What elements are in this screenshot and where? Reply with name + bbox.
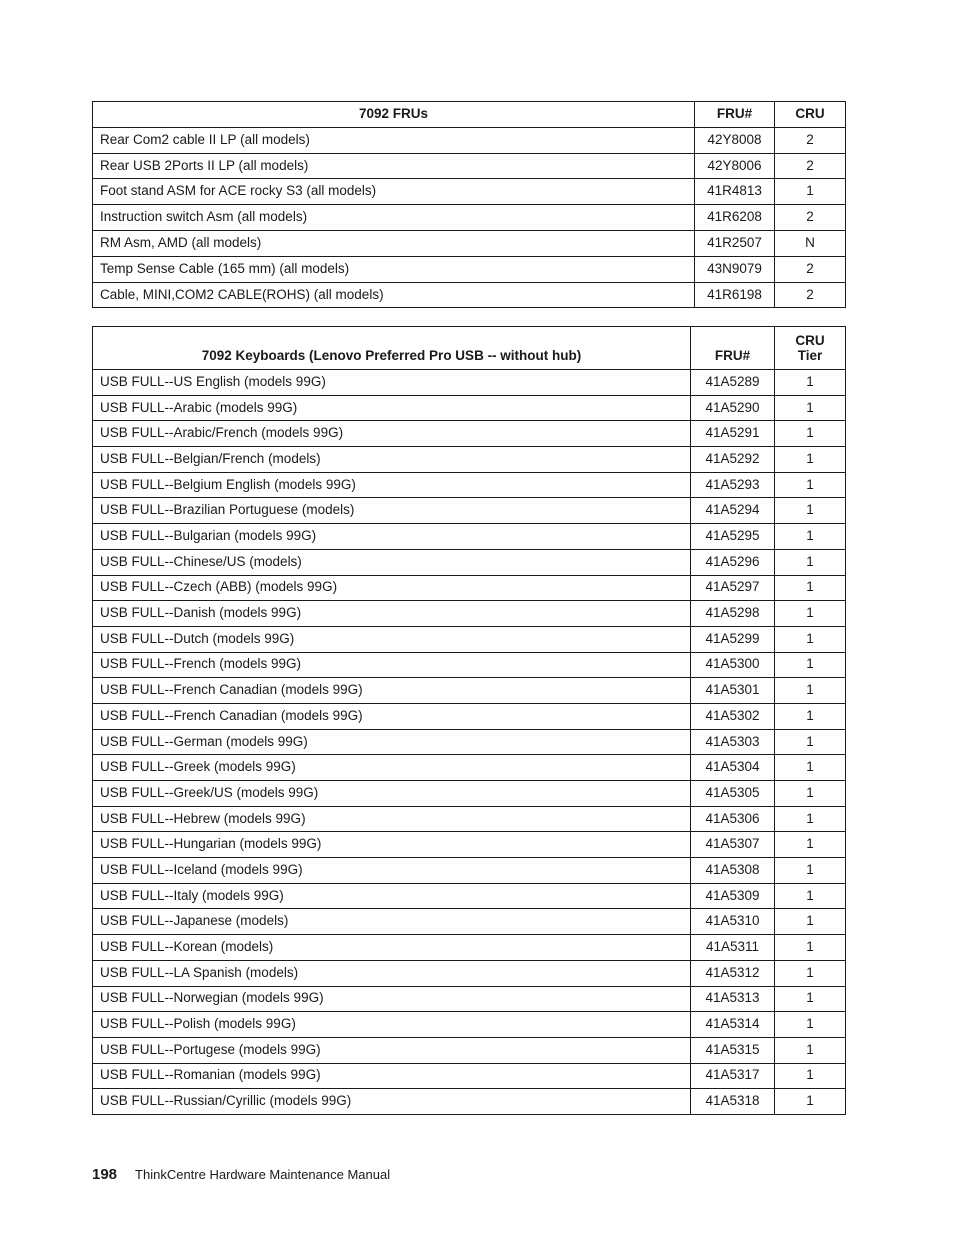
part-description: USB FULL--Hebrew (models 99G) <box>93 806 691 832</box>
part-description: USB FULL--Portugese (models 99G) <box>93 1037 691 1063</box>
cru-value: 1 <box>775 421 846 447</box>
keyboards-table <box>92 326 846 1115</box>
cru-value: 1 <box>775 601 846 627</box>
table-row <box>93 282 846 308</box>
cru-value: 1 <box>775 781 846 807</box>
table-row <box>93 421 846 447</box>
table-row <box>93 909 846 935</box>
column-header-description: 7092 FRUs <box>93 102 695 128</box>
part-description: USB FULL--Arabic/French (models 99G) <box>93 421 691 447</box>
cru-value: 1 <box>775 395 846 421</box>
table-row <box>93 256 846 282</box>
fru-number: 41A5314 <box>691 1012 775 1038</box>
part-description: Rear USB 2Ports II LP (all models) <box>93 153 695 179</box>
fru-number: 41A5299 <box>691 626 775 652</box>
fru-number: 41A5297 <box>691 575 775 601</box>
part-description: Foot stand ASM for ACE rocky S3 (all models) <box>93 179 695 205</box>
cru-value: N <box>775 230 846 256</box>
cru-value: 2 <box>775 205 846 231</box>
part-description: RM Asm, AMD (all models) <box>93 230 695 256</box>
fru-number: 42Y8008 <box>695 127 775 153</box>
table-row <box>93 230 846 256</box>
table-row <box>93 832 846 858</box>
part-description: Rear Com2 cable II LP (all models) <box>93 127 695 153</box>
table-row <box>93 935 846 961</box>
part-description: USB FULL--French Canadian (models 99G) <box>93 678 691 704</box>
cru-value: 1 <box>775 729 846 755</box>
fru-number: 41A5289 <box>691 370 775 396</box>
part-description: USB FULL--Russian/Cyrillic (models 99G) <box>93 1089 691 1115</box>
table-row <box>93 755 846 781</box>
table-row <box>93 524 846 550</box>
table-row <box>93 472 846 498</box>
part-description: USB FULL--French (models 99G) <box>93 652 691 678</box>
table-row <box>93 153 846 179</box>
cru-value: 1 <box>775 1089 846 1115</box>
part-description: Instruction switch Asm (all models) <box>93 205 695 231</box>
table-row <box>93 1063 846 1089</box>
part-description: USB FULL--Belgium English (models 99G) <box>93 472 691 498</box>
column-header-description: 7092 Keyboards (Lenovo Preferred Pro USB -- without hub) <box>93 327 691 370</box>
fru-number: 41A5305 <box>691 781 775 807</box>
cru-value: 2 <box>775 282 846 308</box>
cru-value: 1 <box>775 883 846 909</box>
table-row <box>93 986 846 1012</box>
cru-value: 1 <box>775 678 846 704</box>
fru-number: 41A5298 <box>691 601 775 627</box>
column-header-fru: FRU# <box>691 327 775 370</box>
table-row <box>93 1012 846 1038</box>
cru-value: 1 <box>775 652 846 678</box>
fru-number: 41A5312 <box>691 960 775 986</box>
table-row <box>93 601 846 627</box>
table-row <box>93 205 846 231</box>
table-row <box>93 781 846 807</box>
fru-number: 41A5294 <box>691 498 775 524</box>
fru-number: 41A5304 <box>691 755 775 781</box>
table-row <box>93 370 846 396</box>
table-header-row <box>93 102 846 128</box>
table-row <box>93 179 846 205</box>
table-row <box>93 549 846 575</box>
cru-value: 1 <box>775 960 846 986</box>
fru-number: 41A5303 <box>691 729 775 755</box>
column-header-cru: CRU <box>775 102 846 128</box>
fru-number: 41A5315 <box>691 1037 775 1063</box>
cru-value: 1 <box>775 703 846 729</box>
cru-value: 1 <box>775 498 846 524</box>
part-description: Cable, MINI,COM2 CABLE(ROHS) (all models) <box>93 282 695 308</box>
fru-number: 41R2507 <box>695 230 775 256</box>
part-description: USB FULL--Korean (models) <box>93 935 691 961</box>
fru-number: 41A5290 <box>691 395 775 421</box>
part-description: USB FULL--Dutch (models 99G) <box>93 626 691 652</box>
part-description: USB FULL--Italy (models 99G) <box>93 883 691 909</box>
table-row <box>93 626 846 652</box>
table-row <box>93 678 846 704</box>
fru-number: 41R6208 <box>695 205 775 231</box>
cru-value: 1 <box>775 1037 846 1063</box>
part-description: USB FULL--Brazilian Portuguese (models) <box>93 498 691 524</box>
page-footer <box>92 1166 390 1183</box>
fru-number: 41R6198 <box>695 282 775 308</box>
manual-title: ThinkCentre Hardware Maintenance Manual <box>135 1167 391 1182</box>
cru-value: 1 <box>775 1063 846 1089</box>
part-description: USB FULL--Romanian (models 99G) <box>93 1063 691 1089</box>
table-row <box>93 883 846 909</box>
fru-number: 41A5295 <box>691 524 775 550</box>
part-description: USB FULL--Chinese/US (models) <box>93 549 691 575</box>
part-description: USB FULL--US English (models 99G) <box>93 370 691 396</box>
fru-number: 41A5293 <box>691 472 775 498</box>
cru-value: 1 <box>775 524 846 550</box>
cru-value: 1 <box>775 806 846 832</box>
table-row <box>93 447 846 473</box>
table-row <box>93 652 846 678</box>
part-description: USB FULL--Belgian/French (models) <box>93 447 691 473</box>
cru-value: 1 <box>775 909 846 935</box>
part-description: USB FULL--Norwegian (models 99G) <box>93 986 691 1012</box>
fru-number: 41A5296 <box>691 549 775 575</box>
fru-number: 41A5317 <box>691 1063 775 1089</box>
cru-value: 1 <box>775 935 846 961</box>
fru-number: 41A5311 <box>691 935 775 961</box>
fru-number: 41A5292 <box>691 447 775 473</box>
fru-number: 41A5301 <box>691 678 775 704</box>
table-row <box>93 1089 846 1115</box>
cru-value: 1 <box>775 626 846 652</box>
fru-number: 41A5318 <box>691 1089 775 1115</box>
table-row <box>93 575 846 601</box>
table-row <box>93 1037 846 1063</box>
cru-value: 1 <box>775 858 846 884</box>
cru-value: 1 <box>775 472 846 498</box>
table-row <box>93 960 846 986</box>
part-description: USB FULL--Greek/US (models 99G) <box>93 781 691 807</box>
page-number: 198 <box>92 1166 118 1183</box>
cru-value: 1 <box>775 179 846 205</box>
fru-number: 42Y8006 <box>695 153 775 179</box>
cru-value: 1 <box>775 370 846 396</box>
cru-value: 1 <box>775 447 846 473</box>
fru-table <box>92 101 846 308</box>
fru-number: 41A5300 <box>691 652 775 678</box>
part-description: USB FULL--German (models 99G) <box>93 729 691 755</box>
part-description: USB FULL--French Canadian (models 99G) <box>93 703 691 729</box>
table-row <box>93 729 846 755</box>
fru-number: 41A5302 <box>691 703 775 729</box>
part-description: USB FULL--Polish (models 99G) <box>93 1012 691 1038</box>
cru-value: 1 <box>775 575 846 601</box>
part-description: USB FULL--Arabic (models 99G) <box>93 395 691 421</box>
part-description: USB FULL--Hungarian (models 99G) <box>93 832 691 858</box>
fru-number: 41A5313 <box>691 986 775 1012</box>
fru-number: 43N9079 <box>695 256 775 282</box>
part-description: USB FULL--Greek (models 99G) <box>93 755 691 781</box>
table-header-row <box>93 327 846 370</box>
table-row <box>93 858 846 884</box>
cru-value: 1 <box>775 755 846 781</box>
cru-value: 1 <box>775 986 846 1012</box>
part-description: USB FULL--Danish (models 99G) <box>93 601 691 627</box>
table-row <box>93 806 846 832</box>
part-description: Temp Sense Cable (165 mm) (all models) <box>93 256 695 282</box>
fru-number: 41A5307 <box>691 832 775 858</box>
table-row <box>93 703 846 729</box>
fru-number: 41A5308 <box>691 858 775 884</box>
cru-value: 2 <box>775 127 846 153</box>
cru-value: 1 <box>775 1012 846 1038</box>
cru-value: 2 <box>775 256 846 282</box>
part-description: USB FULL--Czech (ABB) (models 99G) <box>93 575 691 601</box>
table-row <box>93 395 846 421</box>
cru-value: 2 <box>775 153 846 179</box>
part-description: USB FULL--Bulgarian (models 99G) <box>93 524 691 550</box>
fru-number: 41A5306 <box>691 806 775 832</box>
part-description: USB FULL--Iceland (models 99G) <box>93 858 691 884</box>
fru-number: 41A5309 <box>691 883 775 909</box>
fru-number: 41R4813 <box>695 179 775 205</box>
fru-number: 41A5291 <box>691 421 775 447</box>
column-header-fru: FRU# <box>695 102 775 128</box>
cru-value: 1 <box>775 832 846 858</box>
cru-value: 1 <box>775 549 846 575</box>
table-row <box>93 498 846 524</box>
part-description: USB FULL--Japanese (models) <box>93 909 691 935</box>
fru-number: 41A5310 <box>691 909 775 935</box>
part-description: USB FULL--LA Spanish (models) <box>93 960 691 986</box>
column-header-cru-tier: CRU Tier <box>775 327 846 370</box>
table-row <box>93 127 846 153</box>
